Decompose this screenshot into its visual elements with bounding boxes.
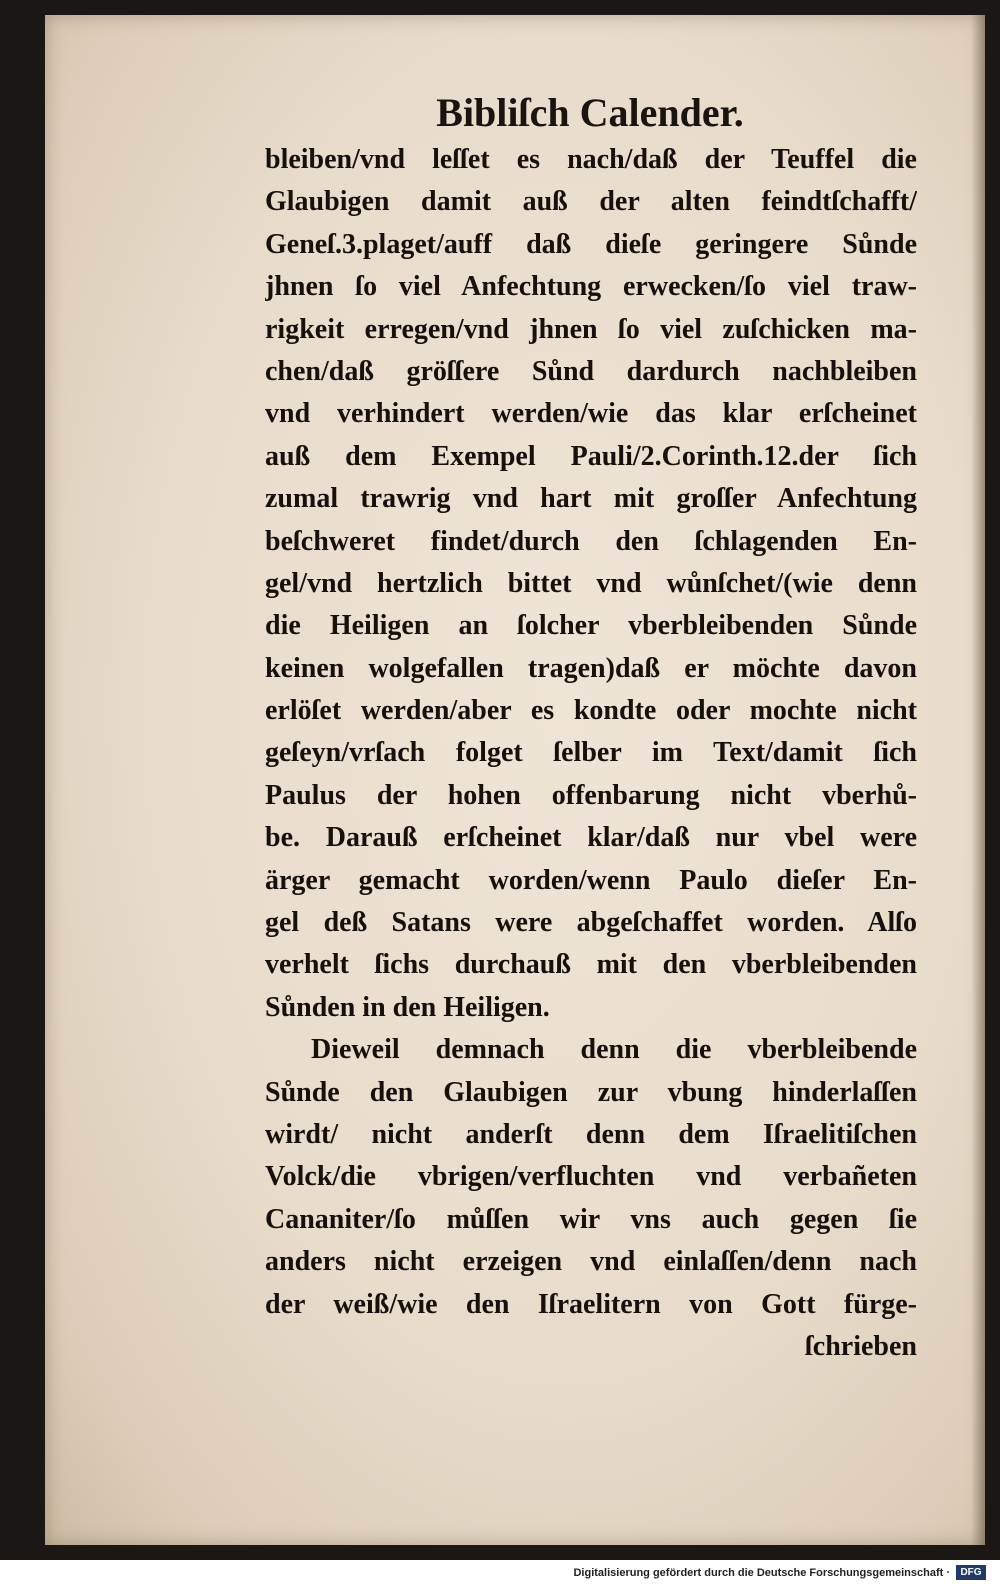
paragraph-start-line: Dieweil demnach denn die vberbleibende: [311, 1034, 917, 1066]
text-line: keinen wolgefallen tragen)daß er möchte davon: [265, 652, 917, 684]
text-line: die Heiligen an ſolcher vberbleibenden Sůnde: [265, 610, 917, 642]
text-line: der weiß/wie den Iſraelitern von Gott fürge-: [265, 1288, 917, 1320]
text-line: verhelt ſichs durchauß mit den vberbleibenden: [265, 949, 917, 981]
text-line: gel deß Satans were abgeſchaffet worden. Alſo: [265, 907, 917, 939]
footer-band: [0, 1560, 1000, 1587]
text-line: jhnen ſo viel Anfechtung erwecken/ſo viel traw-: [265, 271, 917, 303]
text-line: erlöſet werden/aber es kondte oder mochte nicht: [265, 695, 917, 727]
text-line: chen/daß gröſſere Sůnd dardurch nachbleiben: [265, 355, 917, 387]
text-line: geſeyn/vrſach folget ſelber im Text/damit ſich: [265, 737, 917, 769]
text-line: Geneſ.3.plaget/auff daß dieſe geringere Sůnde: [265, 228, 917, 260]
funding-notice: Digitalisierung gefördert durch die Deutsche Forschungsgemeinschaft ·: [573, 1567, 950, 1579]
text-line: be. Darauß erſcheinet klar/daß nur vbel were: [265, 822, 917, 854]
dfg-logo-icon: DFG: [956, 1565, 986, 1580]
text-line: wirdt/ nicht anderſt denn dem Iſraelitiſchen: [265, 1118, 917, 1150]
text-line: Volck/die vbrigen/verfluchten vnd verbañeten: [265, 1161, 917, 1193]
text-line: zumal trawrig vnd hart mit groſſer Anfechtung: [265, 483, 917, 515]
text-line: Glaubigen damit auß der alten feindtſchafft/: [265, 186, 917, 218]
running-title: Bibliſch Calender.: [436, 90, 744, 135]
text-line: ärger gemacht worden/wenn Paulo dieſer En-: [265, 864, 917, 896]
text-line: vnd verhindert werden/wie das klar erſcheinet: [265, 398, 917, 430]
text-line: gel/vnd hertzlich bittet vnd wůnſchet/(wie denn: [265, 567, 917, 599]
text-line: rigkeit erregen/vnd jhnen ſo viel zuſchicken ma-: [265, 313, 917, 345]
text-line: bleiben/vnd leſſet es nach/daß der Teuffel die: [265, 144, 917, 175]
catchword: ſchrieben: [805, 1330, 917, 1362]
text-line: beſchweret findet/durch den ſchlagenden En-: [265, 525, 917, 557]
text-line: auß dem Exempel Pauli/2.Corinth.12.der ſich: [265, 440, 917, 472]
paragraph-end-line: Sůnden in den Heiligen.: [265, 991, 550, 1023]
text-line: Cananiter/ſo můſſen wir vns auch gegen ſie: [265, 1203, 917, 1235]
text-line: Sůnde den Glaubigen zur vbung hinderlaſſen: [265, 1076, 917, 1108]
text-line: anders nicht erzeigen vnd einlaſſen/denn nach: [265, 1246, 917, 1278]
text-line: Paulus der hohen offenbarung nicht vberhů-: [265, 779, 917, 811]
page-body: [265, 139, 917, 1368]
